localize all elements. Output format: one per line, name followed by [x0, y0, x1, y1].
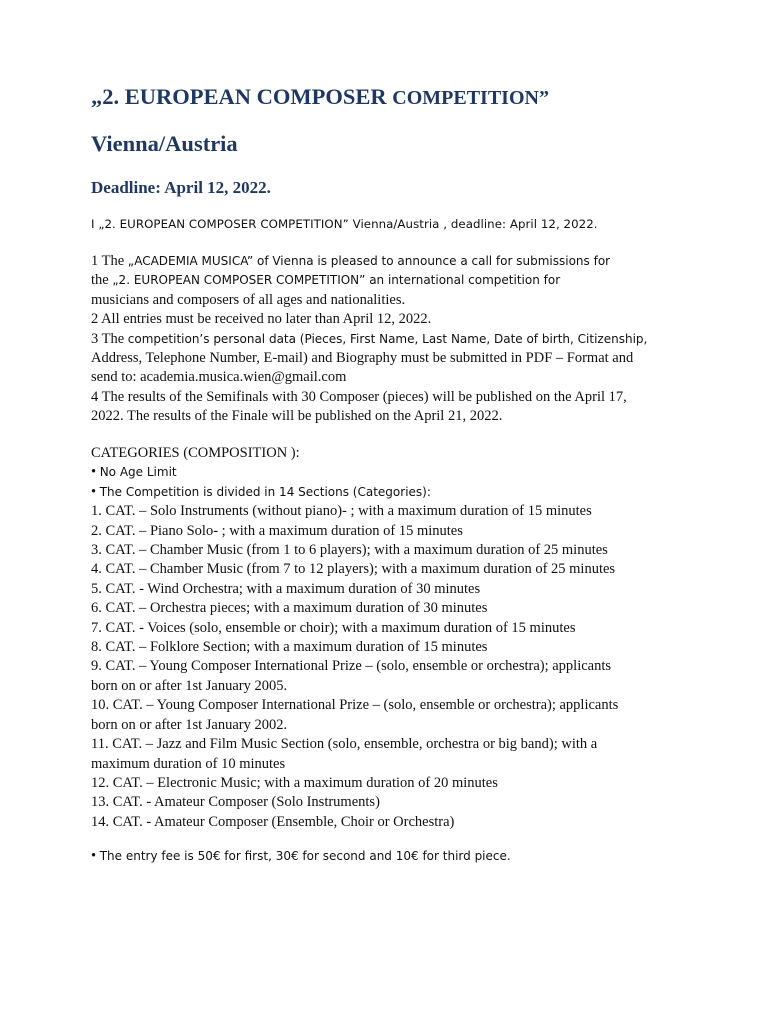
category-item: 14. CAT. - Amateur Composer (Ensemble, Choir or Orchestra) — [91, 813, 455, 830]
category-item: 6. CAT. – Orchestra pieces; with a maximum duration of 30 minutes — [91, 600, 488, 617]
category-item-continuation: born on or after 1st January 2002. — [91, 716, 288, 733]
term-3-line-1 — [91, 330, 681, 349]
category-item: 2. CAT. – Piano Solo- ; with a maximum duration of 15 minutes — [91, 522, 463, 539]
term-1-line-3: musicians and composers of all ages and nationalities. — [91, 291, 406, 308]
title-main: „2. EUROPEAN COMPOSER — [91, 84, 387, 109]
term-2: 2 All entries must be received no later than April 12, 2022. — [91, 311, 432, 328]
category-item: 4. CAT. – Chamber Music (from 7 to 12 players); with a maximum duration of 25 minutes — [91, 561, 616, 578]
category-item: 11. CAT. – Jazz and Film Music Section (solo, ensemble, orchestra or big band); with a — [91, 736, 598, 753]
competition-title — [91, 84, 549, 110]
bullet-age-limit — [91, 463, 691, 482]
categories-section — [91, 444, 691, 832]
title-tail: COMPETITION” — [392, 87, 549, 109]
term-3-sans: competition’s personal data (Pieces, First Name, Last Name, Date of birth, Citizenship, — [127, 331, 648, 346]
term-1-line-2-prefix: the — [91, 272, 113, 289]
category-item: 7. CAT. - Voices (solo, ensemble or choir); with a maximum duration of 15 minutes — [91, 619, 576, 636]
term-3-line-3: send to: academia.musica.wien@gmail.com — [91, 369, 347, 386]
term-4-line-2: 2022. The results of the Finale will be published on the April 21, 2022. — [91, 408, 503, 425]
intro-line: I „2. EUROPEAN COMPOSER COMPETITION” Vienna/Austria , deadline: April 12, 2022. — [91, 217, 598, 231]
category-item-continuation: maximum duration of 10 minutes — [91, 755, 286, 772]
terms-section — [91, 252, 681, 427]
entry-fee-line — [91, 848, 511, 865]
category-item-continuation: born on or after 1st January 2005. — [91, 677, 288, 694]
term-1-sans: „ACADEMIA MUSICA” of Vienna is pleased to announce a call for submissions for — [127, 254, 611, 268]
category-item: 5. CAT. - Wind Orchestra; with a maximum duration of 30 minutes — [91, 580, 481, 597]
category-item: 8. CAT. – Folklore Section; with a maximum duration of 15 minutes — [91, 639, 488, 656]
location-heading: Vienna/Austria — [91, 131, 238, 156]
bullet-sections-text: The Competition is divided in 14 Sections (Categories): — [99, 484, 431, 499]
term-1-line-1 — [91, 252, 681, 271]
category-item: 9. CAT. – Young Composer International Prize – (solo, ensemble or orchestra); applicants — [91, 658, 612, 675]
term-1-prefix: 1 The — [91, 253, 128, 269]
bullet-icon: • — [91, 464, 100, 481]
term-3-prefix: 3 The — [91, 330, 128, 347]
term-1-line-2-sans: „2. EUROPEAN COMPOSER COMPETITION” an international competition for — [112, 273, 561, 288]
bullet-icon: • — [91, 848, 100, 864]
entry-fee-text: The entry fee is 50€ for first, 30€ for second and 10€ for third piece. — [99, 849, 511, 863]
category-item: 3. CAT. – Chamber Music (from 1 to 6 players); with a maximum duration of 25 minutes — [91, 542, 608, 559]
deadline-heading: Deadline: April 12, 2022. — [91, 178, 271, 197]
category-item: 13. CAT. - Amateur Composer (Solo Instruments) — [91, 794, 380, 811]
category-item: 12. CAT. – Electronic Music; with a maximum duration of 20 minutes — [91, 774, 498, 791]
category-item: 10. CAT. – Young Composer International Prize – (solo, ensemble or orchestra); applicants — [91, 697, 619, 714]
term-1-line-2 — [91, 271, 681, 290]
bullet-sections — [91, 483, 691, 502]
term-3-line-2: Address, Telephone Number, E-mail) and Biography must be submitted in PDF – Format and — [91, 350, 634, 367]
bullet-icon: • — [91, 483, 100, 500]
bullet-age-text: No Age Limit — [99, 465, 177, 480]
term-4-line-1: 4 The results of the Semifinals with 30 Composer (pieces) will be published on the April 17, — [91, 388, 627, 405]
category-item: 1. CAT. – Solo Instruments (without piano)- ; with a maximum duration of 15 minutes — [91, 503, 592, 520]
categories-heading: CATEGORIES (COMPOSITION ): — [91, 445, 300, 461]
